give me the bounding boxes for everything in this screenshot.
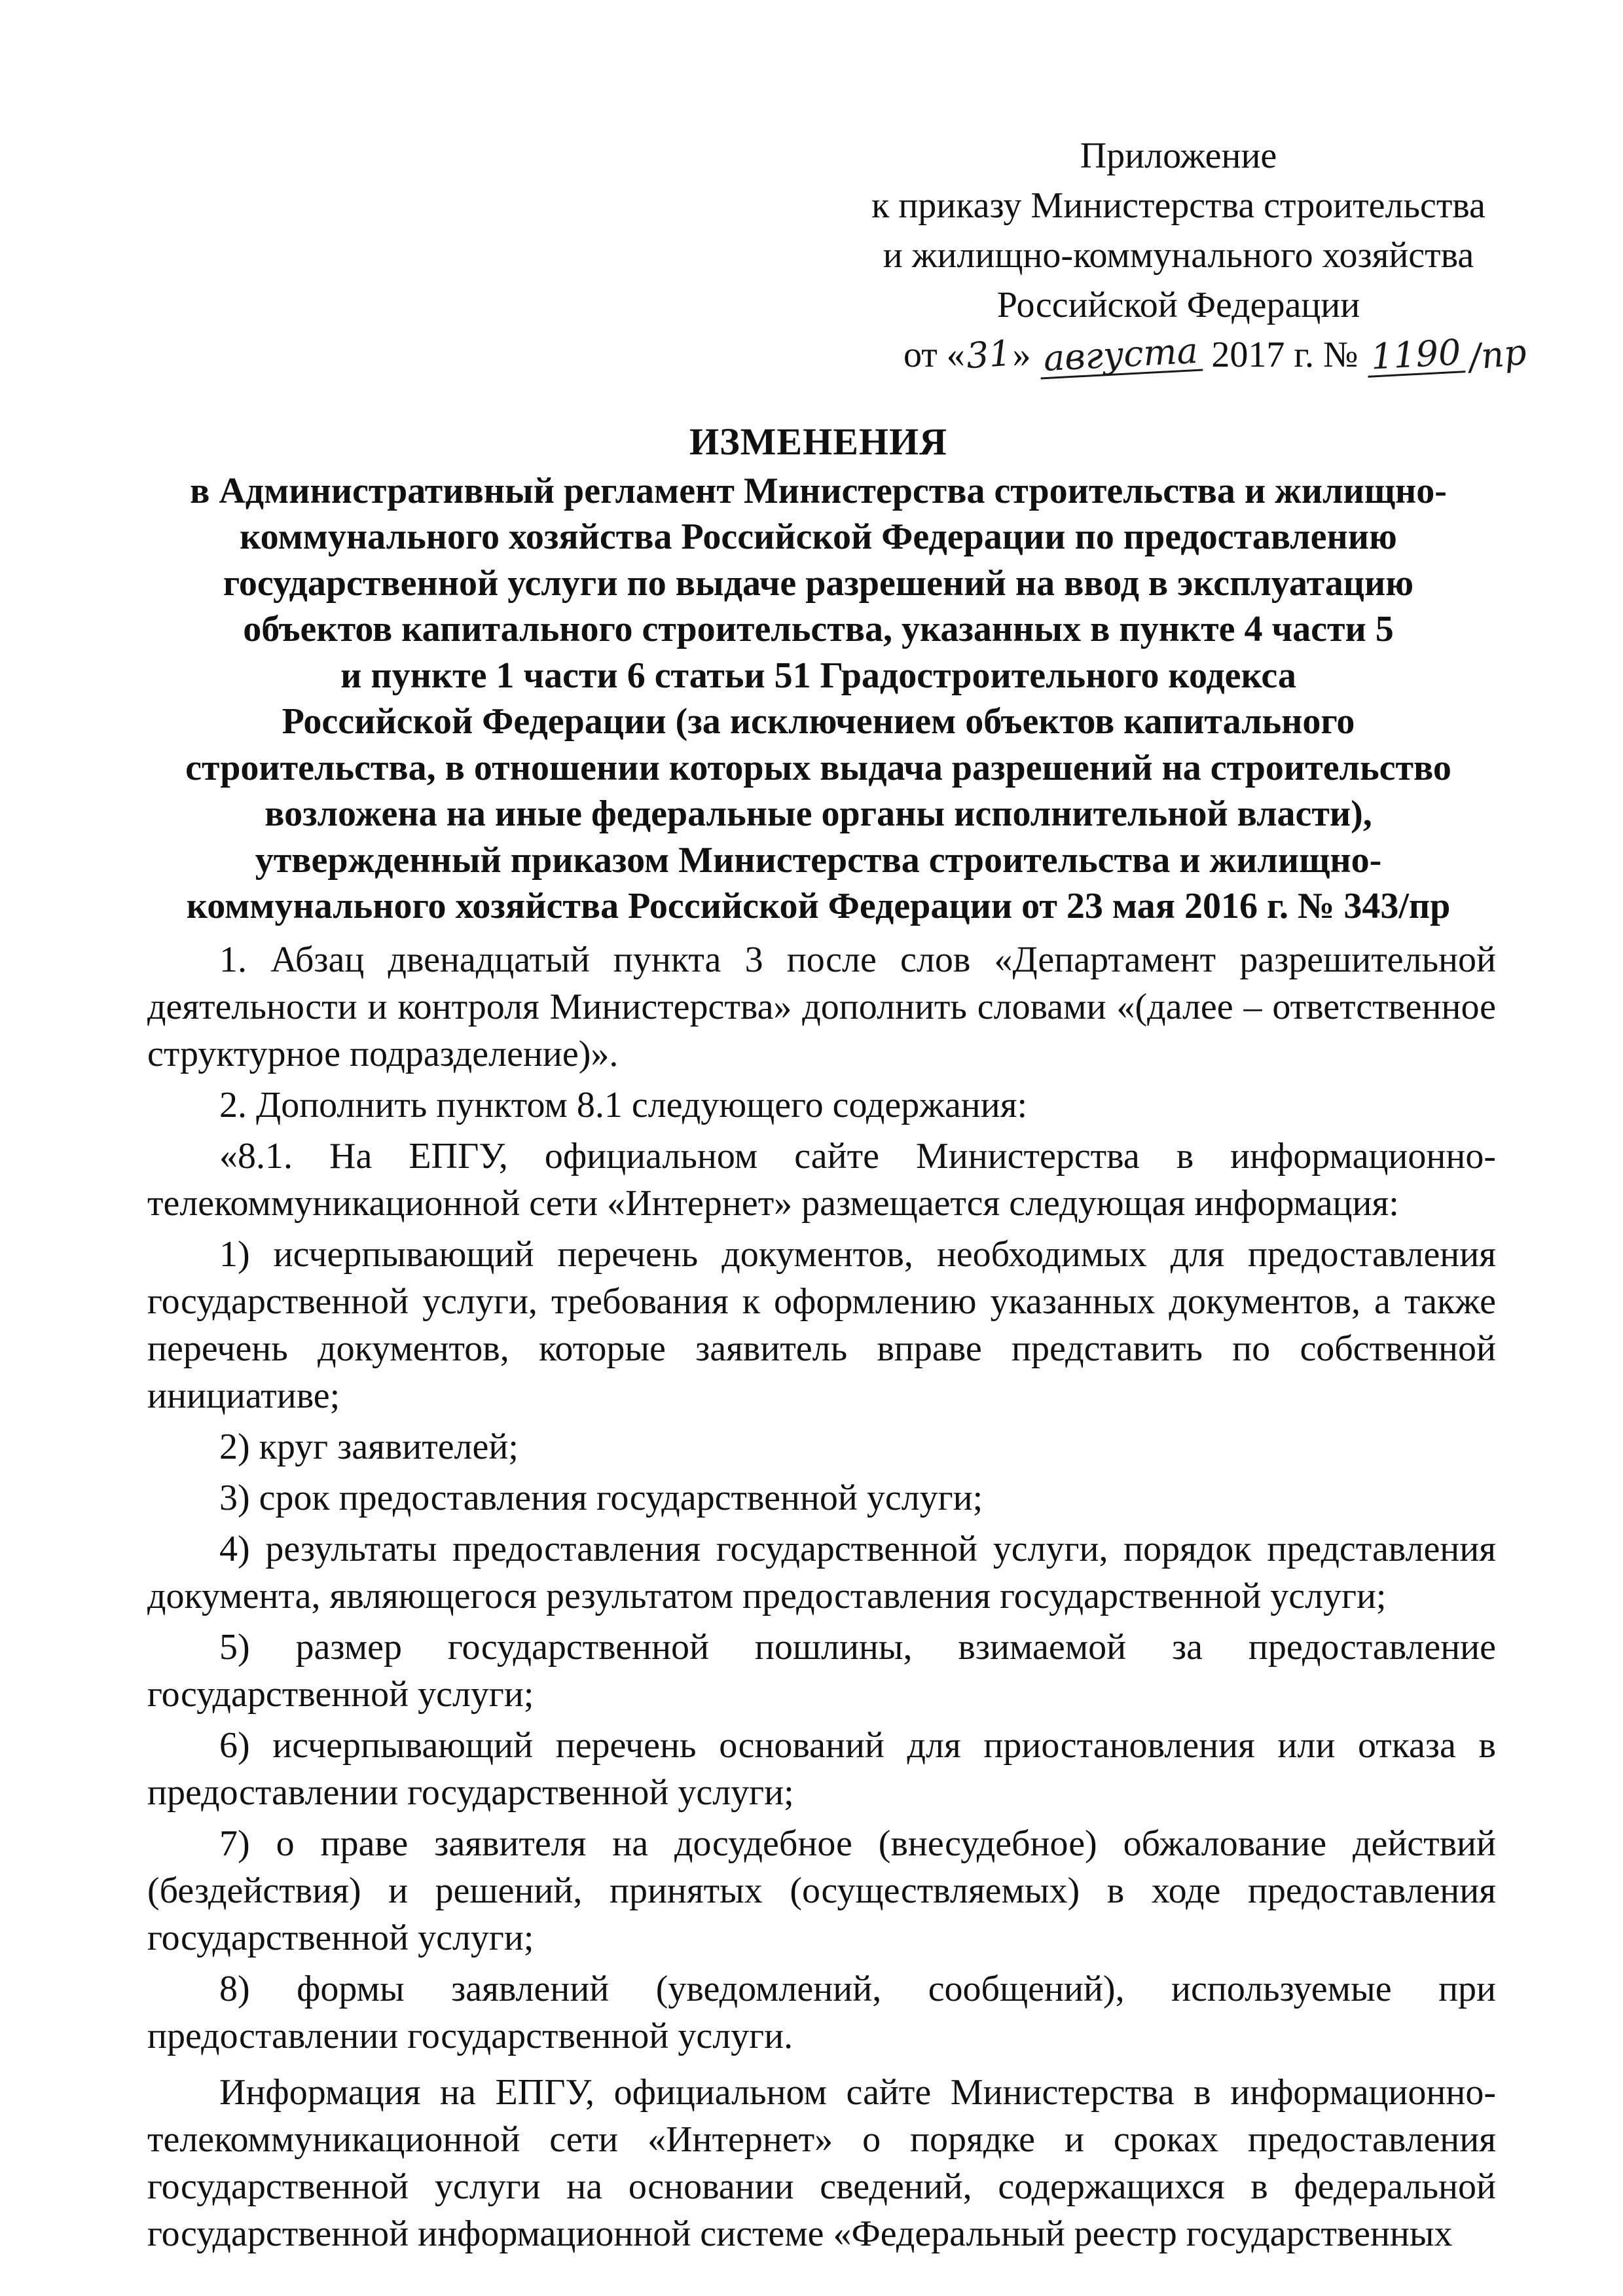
approval-block [845,131,1529,380]
list-item: 3) срок предоставления государственной услуги; [219,1478,983,1518]
approval-federation-line: Российской Федерации [996,285,1360,325]
approval-ministry-line: и жилищно-коммунального хозяйства [883,235,1474,276]
document-title [144,419,1493,930]
body-paragraph: 2. Дополнить пунктом 8.1 следующего содержания: [219,1085,1028,1125]
date-year: 2017 г. № [1211,335,1359,375]
list-item: 8) формы заявлений (уведомлений, сообщений), используемые при предоставлении государственной услуги. [147,1969,1496,2056]
handwritten-order-suffix: /пр [1467,331,1529,378]
handwritten-order-number: 1190 [1366,334,1466,378]
list-item: 5) размер государственной пошлины, взимаемой за предоставление государственной услуги; [147,1627,1496,1715]
list-item: 6) исчерпывающий перечень оснований для приостановления или отказа в предоставлении государственной услуги; [147,1725,1496,1813]
title-line: возложена на иные федеральные органы исполнительной власти), [264,793,1372,834]
list-item: 7) о праве заявителя на досудебное (внесудебное) обжалование действий (бездействия) и решений, принятых (осуществляемых) в ходе предоставления государственной услуги; [147,1823,1496,1958]
title-heading: ИЗМЕНЕНИЯ [689,420,948,463]
title-line: государственной услуги по выдаче разрешений на ввод в эксплуатацию [223,562,1414,604]
approval-date-line [845,329,1529,380]
title-line: Российской Федерации (за исключением объектов капитального [282,701,1355,742]
list-item: 4) результаты предоставления государственной услуги, порядок представления документа, являющегося результатом предоставления государственной услуги; [147,1529,1496,1616]
title-line: утвержденный приказом Министерства строительства и жилищно- [255,839,1382,881]
handwritten-day: 31 [964,332,1013,377]
body-paragraph: «8.1. На ЕПГУ, официальном сайте Министерства в информационно-телекоммуникационной сети «Интернет» размещается следующая информация: [147,1136,1496,1224]
document-body [147,936,1496,2261]
date-prefix: от « [903,335,965,375]
list-item: 2) круг заявителей; [219,1427,519,1467]
handwritten-month: августа [1039,333,1203,380]
title-line: и пункте 1 части 6 статьи 51 Градостроительного кодекса [340,655,1296,696]
title-line: объектов капитального строительства, указанных в пункте 4 части 5 [243,609,1394,649]
date-quote-close: » [1012,335,1031,375]
title-line: коммунального хозяйства Российской Федерации от 23 мая 2016 г. № 343/пр [186,886,1451,926]
approval-appendix-label: Приложение [1080,136,1277,176]
list-item: 1) исчерпывающий перечень документов, необходимых для предоставления государственной услуги, требования к оформлению указанных документов, а также перечень документов, которые заявитель вправе представить по собственной инициативе; [147,1234,1496,1416]
body-paragraph: Информация на ЕПГУ, официальном сайте Министерства в информационно-телекоммуникационной сети «Интернет» о порядке и сроках предоставления государственной услуги на основании сведений, содержащихся в федеральной государственной информационной системе «Федеральный реестр государственных [147,2072,1496,2254]
body-paragraph: 1. Абзац двенадцатый пункта 3 после слов «Департамент разрешительной деятельности и контроля Министерства» дополнить словами «(далее – ответственное структурное подразделение)». [147,939,1496,1074]
title-line: строительства, в отношении которых выдача разрешений на строительство [185,747,1451,788]
title-line: в Административный регламент Министерства строительства и жилищно- [190,470,1447,511]
title-line: коммунального хозяйства Российской Федерации по предоставлению [240,517,1397,557]
approval-order-ref: к приказу Министерства строительства [871,185,1486,226]
